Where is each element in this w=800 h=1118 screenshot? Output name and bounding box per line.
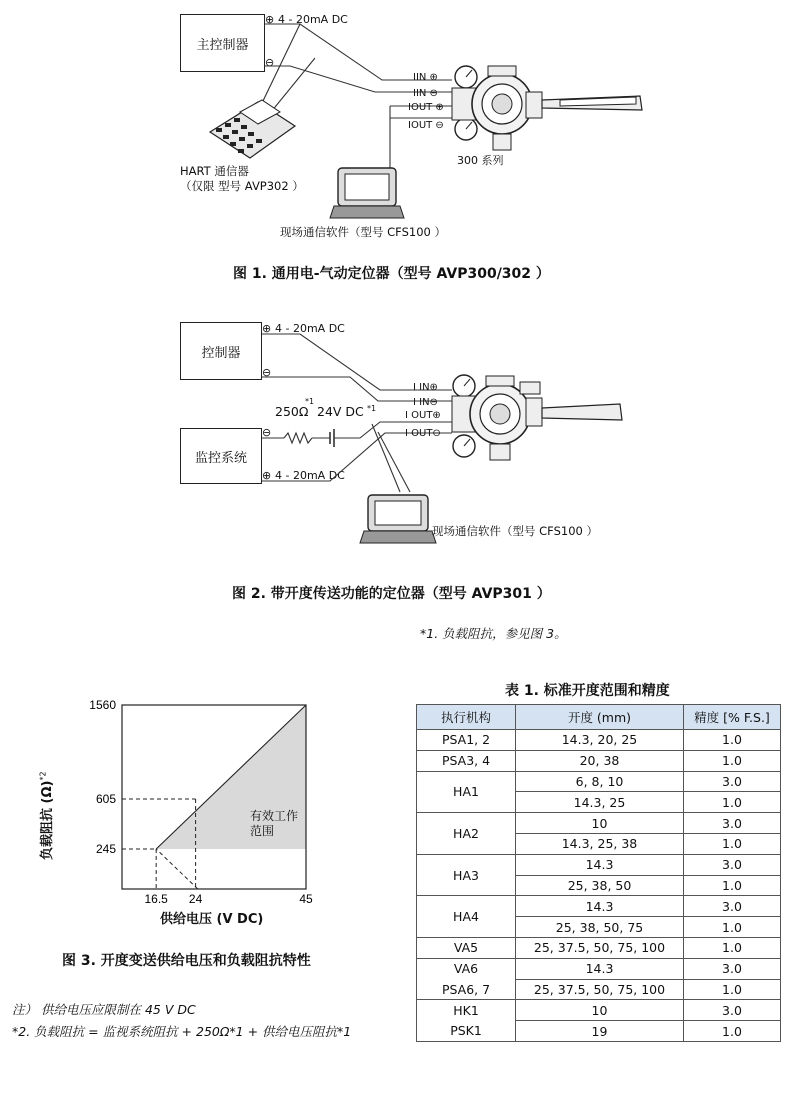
cell-stroke: 25, 38, 50, 75 xyxy=(516,917,684,938)
load-resistance-chart xyxy=(0,0,400,960)
fig2-resistor-sup: *1 xyxy=(305,397,315,406)
cell-stroke: 10 xyxy=(516,813,684,834)
x-tick-45: 45 xyxy=(299,892,313,906)
region-label-line1: 有效工作 xyxy=(250,809,299,823)
cell-stroke: 25, 37.5, 50, 75, 100 xyxy=(516,937,684,958)
cell-accuracy: 3.0 xyxy=(684,958,781,979)
y-axis-label-sup: *2 xyxy=(38,771,48,781)
cell-accuracy: 1.0 xyxy=(684,937,781,958)
cell-actuator: HA3 xyxy=(417,854,516,896)
fig1-iin-minus: IIN ⊖ xyxy=(413,88,438,99)
fig2-iin-minus: I IN⊖ xyxy=(413,397,438,408)
cell-accuracy: 3.0 xyxy=(684,896,781,917)
cell-stroke: 14.3, 20, 25 xyxy=(516,730,684,751)
fig1-iin-plus: IIN ⊕ xyxy=(413,72,438,83)
cell-actuator: HA2 xyxy=(417,813,516,855)
fig2-iout-plus: I OUT⊕ xyxy=(405,410,441,421)
fig3-note-1: 注） 供给电压应限制在 45 V DC xyxy=(12,1002,196,1017)
fig2-software-label: 现场通信软件（型号 CFS100 ） xyxy=(432,524,599,538)
cell-stroke: 20, 38 xyxy=(516,750,684,771)
fig1-minus-terminal: ⊖ xyxy=(265,56,275,69)
monitor-system-label: 监控系统 xyxy=(194,450,247,466)
cell-actuator: HK1 xyxy=(417,1000,516,1021)
fig2-iout-minus: I OUT⊖ xyxy=(405,428,441,439)
cell-actuator: PSA3, 4 xyxy=(417,750,516,771)
table-row xyxy=(417,813,781,834)
table-row xyxy=(417,937,781,958)
cell-stroke: 14.3 xyxy=(516,854,684,875)
fig2-minus-bottom: ⊖ xyxy=(262,426,272,439)
fig2-voltage-label: 24V DC xyxy=(317,404,364,419)
table-row xyxy=(417,771,781,792)
cell-actuator: HA4 xyxy=(417,896,516,938)
cell-stroke: 25, 38, 50 xyxy=(516,875,684,896)
cell-accuracy: 1.0 xyxy=(684,1021,781,1042)
region-label-line2: 范围 xyxy=(250,824,275,838)
y-tick-605: 605 xyxy=(95,792,116,806)
header-accuracy: 精度 [% F.S.] xyxy=(684,705,781,730)
cell-stroke: 14.3 xyxy=(516,958,684,979)
x-tick-24: 24 xyxy=(188,892,203,906)
fig1-software-label: 现场通信软件（型号 CFS100 ） xyxy=(280,225,447,239)
positioner-301-icon xyxy=(452,375,622,460)
table-row xyxy=(417,958,781,979)
load-line-extension xyxy=(156,849,198,889)
header-stroke: 开度 (mm) xyxy=(516,705,684,730)
controller-label: 控制器 xyxy=(201,345,241,361)
table-row xyxy=(417,979,781,1000)
table-row xyxy=(417,896,781,917)
table-1-title: 表 1. 标准开度范围和精度 xyxy=(505,683,670,699)
cell-accuracy: 1.0 xyxy=(684,750,781,771)
fig1-iout-minus: IOUT ⊖ xyxy=(408,120,444,131)
hart-communicator-label: HART 通信器 xyxy=(180,164,249,178)
cell-actuator: VA6 xyxy=(417,958,516,979)
figure-1-caption: 图 1. 通用电-气动定位器（型号 AVP300/302 ） xyxy=(233,266,550,282)
figure-3-caption: 图 3. 开度变送供给电压和负载阻抗特性 xyxy=(62,953,311,969)
fig2-plus-bottom: ⊕ xyxy=(262,469,272,482)
table-row xyxy=(417,1000,781,1021)
table-row xyxy=(417,854,781,875)
x-axis-label: 供给电压 (V DC) xyxy=(160,912,264,927)
fig1-plus-terminal: ⊕ xyxy=(265,13,275,26)
cell-stroke: 14.3 xyxy=(516,896,684,917)
figure-2-caption: 图 2. 带开度传送功能的定位器（型号 AVP301 ） xyxy=(232,586,551,602)
cell-actuator: PSK1 xyxy=(417,1021,516,1042)
fig2-current-top: 4 - 20mA DC xyxy=(275,322,345,335)
cell-actuator: PSA1, 2 xyxy=(417,730,516,751)
cell-accuracy: 1.0 xyxy=(684,792,781,813)
header-actuator: 执行机构 xyxy=(417,705,516,730)
x-tick-16-5: 16.5 xyxy=(144,892,168,906)
cell-actuator: VA5 xyxy=(417,937,516,958)
fig1-iout-plus: IOUT ⊕ xyxy=(408,102,444,113)
cell-accuracy: 3.0 xyxy=(684,813,781,834)
fig2-current-bottom: 4 - 20mA DC xyxy=(275,469,345,482)
fig2-resistor-label: 250Ω xyxy=(275,404,309,419)
fig2-footnote: *1. 负载阻抗，参见图 3。 xyxy=(420,626,567,641)
fig3-note-2: *2. 负载阻抗 = 监视系统阻抗 + 250Ω*1 + 供给电压阻抗*1 xyxy=(12,1024,352,1039)
fig1-current-label: 4 - 20mA DC xyxy=(278,13,348,26)
cell-stroke: 6, 8, 10 xyxy=(516,771,684,792)
cell-accuracy: 3.0 xyxy=(684,854,781,875)
table-row xyxy=(417,750,781,771)
table-row xyxy=(417,1021,781,1042)
cell-actuator: PSA6, 7 xyxy=(417,979,516,1000)
cell-accuracy: 1.0 xyxy=(684,875,781,896)
main-controller-label: 主控制器 xyxy=(196,37,249,53)
cell-stroke: 25, 37.5, 50, 75, 100 xyxy=(516,979,684,1000)
cell-accuracy: 1.0 xyxy=(684,917,781,938)
cell-accuracy: 1.0 xyxy=(684,730,781,751)
cell-accuracy: 1.0 xyxy=(684,979,781,1000)
cell-stroke: 10 xyxy=(516,1000,684,1021)
y-axis-label-text: 负载阻抗 (Ω) xyxy=(40,780,55,860)
fig2-voltage-sup: *1 xyxy=(367,404,377,413)
stroke-accuracy-table xyxy=(416,704,781,1042)
cell-actuator: HA1 xyxy=(417,771,516,813)
cell-accuracy: 1.0 xyxy=(684,833,781,854)
cell-accuracy: 3.0 xyxy=(684,771,781,792)
y-tick-1560: 1560 xyxy=(89,698,116,712)
fig2-plus-top: ⊕ xyxy=(262,322,272,335)
cell-stroke: 14.3, 25 xyxy=(516,792,684,813)
y-axis-label xyxy=(36,771,55,860)
fig1-series-label: 300 系列 xyxy=(457,154,504,167)
cell-accuracy: 3.0 xyxy=(684,1000,781,1021)
fig2-minus-top: ⊖ xyxy=(262,366,272,379)
y-tick-245: 245 xyxy=(95,842,116,856)
cell-stroke: 19 xyxy=(516,1021,684,1042)
cell-stroke: 14.3, 25, 38 xyxy=(516,833,684,854)
table-header-row xyxy=(417,705,781,730)
table-row xyxy=(417,730,781,751)
fig2-iin-plus: I IN⊕ xyxy=(413,382,438,393)
hart-communicator-model: （仅限 型号 AVP302 ） xyxy=(180,179,304,193)
